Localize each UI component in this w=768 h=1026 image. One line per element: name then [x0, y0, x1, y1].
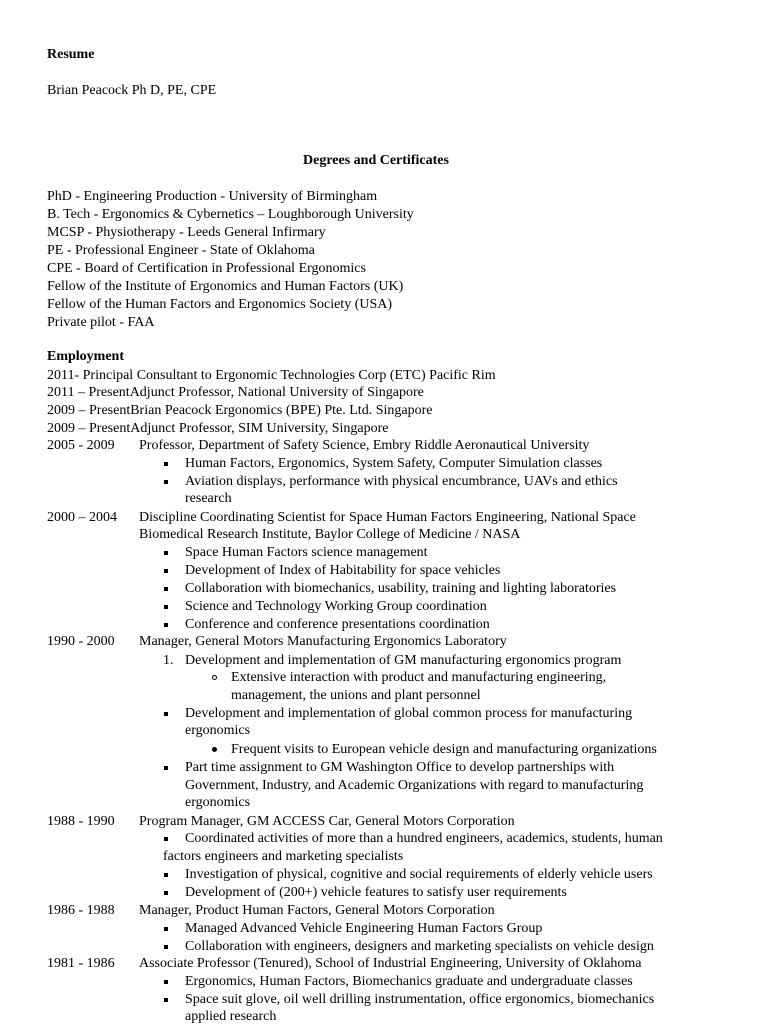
square-bullet-icon: [164, 945, 168, 949]
degree-item: Fellow of the Human Factors and Ergonomics Society (USA): [47, 297, 393, 312]
job-bullet: Collaboration with biomechanics, usability, training and lighting laboratories: [185, 581, 617, 596]
square-bullet-icon: [164, 480, 168, 484]
degree-item: PE - Professional Engineer - State of Oklahoma: [47, 243, 315, 258]
job-bullet: Aviation displays, performance with physical encumbrance, UAVs and ethics: [185, 474, 618, 489]
square-bullet-icon: [164, 837, 168, 841]
job-sub-bullet: Frequent visits to European vehicle design and manufacturing organizations: [231, 742, 657, 757]
job-title: Manager, General Motors Manufacturing Ergonomics Laboratory: [139, 634, 507, 649]
square-bullet-icon: [164, 462, 168, 466]
job-bullet: Part time assignment to GM Washington Office to develop partnerships with: [185, 760, 615, 775]
square-bullet-icon: [164, 998, 168, 1002]
degree-item: Fellow of the Institute of Ergonomics and Human Factors (UK): [47, 279, 404, 294]
job-bullet: Science and Technology Working Group coordination: [185, 599, 487, 614]
numbered-marker: 1.: [163, 653, 174, 668]
job-bullet: Development of Index of Habitability for space vehicles: [185, 563, 501, 578]
name-line: Brian Peacock Ph D, PE, CPE: [47, 83, 217, 98]
job-title: Professor, Department of Safety Science, Embry Riddle Aeronautical University: [139, 438, 590, 453]
degrees-heading: Degrees and Certificates: [303, 153, 449, 168]
square-bullet-icon: [164, 712, 168, 716]
job-bullet-continued: Government, Industry, and Academic Organizations with regard to manufacturing: [185, 778, 644, 793]
job-bullet: Development and implementation of global common process for manufacturing: [185, 706, 633, 721]
job-bullet-continued: research: [185, 491, 232, 506]
square-bullet-icon: [164, 551, 168, 555]
job-bullet: Investigation of physical, cognitive and social requirements of elderly vehicle users: [185, 867, 653, 882]
dot-bullet-icon: [212, 747, 217, 752]
square-bullet-icon: [164, 605, 168, 609]
square-bullet-icon: [164, 980, 168, 984]
degree-item: CPE - Board of Certification in Professional Ergonomics: [47, 261, 366, 276]
job-sub-bullet: Extensive interaction with product and manufacturing engineering,: [231, 670, 607, 685]
job-bullet: Development of (200+) vehicle features to satisfy user requirements: [185, 885, 567, 900]
employment-line: 2011- Principal Consultant to Ergonomic Technologies Corp (ETC) Pacific Rim: [47, 368, 496, 383]
employment-line: 2011 – PresentAdjunct Professor, National University of Singapore: [47, 385, 424, 400]
job-bullet-continued: applied research: [185, 1009, 277, 1024]
degree-item: PhD - Engineering Production - University of Birmingham: [47, 189, 378, 204]
circle-bullet-icon: [212, 675, 217, 680]
degree-item: Private pilot - FAA: [47, 315, 155, 330]
square-bullet-icon: [164, 766, 168, 770]
job-title: Discipline Coordinating Scientist for Space Human Factors Engineering, National Space: [139, 510, 636, 525]
job-date: 2005 - 2009: [47, 438, 115, 453]
square-bullet-icon: [164, 891, 168, 895]
square-bullet-icon: [164, 623, 168, 627]
employment-line: 2009 – PresentBrian Peacock Ergonomics (BPE) Pte. Ltd. Singapore: [47, 403, 433, 418]
job-date: 2000 – 2004: [47, 510, 117, 525]
degree-item: MCSP - Physiotherapy - Leeds General Infirmary: [47, 225, 326, 240]
employment-line: 2009 – PresentAdjunct Professor, SIM University, Singapore: [47, 421, 389, 436]
job-date: 1986 - 1988: [47, 903, 115, 918]
job-bullet: Collaboration with engineers, designers and marketing specialists on vehicle design: [185, 939, 654, 954]
job-bullet-continued: factors engineers and marketing specialists: [163, 849, 404, 864]
job-date: 1981 - 1986: [47, 956, 115, 971]
employment-heading: Employment: [47, 349, 124, 364]
square-bullet-icon: [164, 569, 168, 573]
job-title: Associate Professor (Tenured), School of Industrial Engineering, University of Oklahoma: [139, 956, 642, 971]
job-bullet: Space suit glove, oil well drilling instrumentation, office ergonomics, biomechanics: [185, 992, 655, 1007]
job-bullet: Human Factors, Ergonomics, System Safety, Computer Simulation classes: [185, 456, 603, 471]
job-bullet: Ergonomics, Human Factors, Biomechanics graduate and undergraduate classes: [185, 974, 633, 989]
resume-heading: Resume: [47, 47, 95, 62]
job-title: Program Manager, GM ACCESS Car, General Motors Corporation: [139, 814, 515, 829]
job-sub-bullet-continued: management, the unions and plant personnel: [231, 688, 481, 703]
job-bullet-continued: ergonomics: [185, 795, 251, 810]
job-date: 1990 - 2000: [47, 634, 115, 649]
job-bullet: Coordinated activities of more than a hundred engineers, academics, students, human: [185, 831, 663, 846]
job-bullet-continued: ergonomics: [185, 723, 251, 738]
job-title: Manager, Product Human Factors, General Motors Corporation: [139, 903, 495, 918]
degree-item: B. Tech - Ergonomics & Cybernetics – Loughborough University: [47, 207, 414, 222]
square-bullet-icon: [164, 587, 168, 591]
job-date: 1988 - 1990: [47, 814, 115, 829]
square-bullet-icon: [164, 927, 168, 931]
job-bullet: Space Human Factors science management: [185, 545, 428, 560]
job-numbered-item: Development and implementation of GM manufacturing ergonomics program: [185, 653, 622, 668]
job-title-continued: Biomedical Research Institute, Baylor College of Medicine / NASA: [139, 527, 521, 542]
job-bullet: Conference and conference presentations coordination: [185, 617, 490, 632]
job-bullet: Managed Advanced Vehicle Engineering Human Factors Group: [185, 921, 543, 936]
square-bullet-icon: [164, 873, 168, 877]
